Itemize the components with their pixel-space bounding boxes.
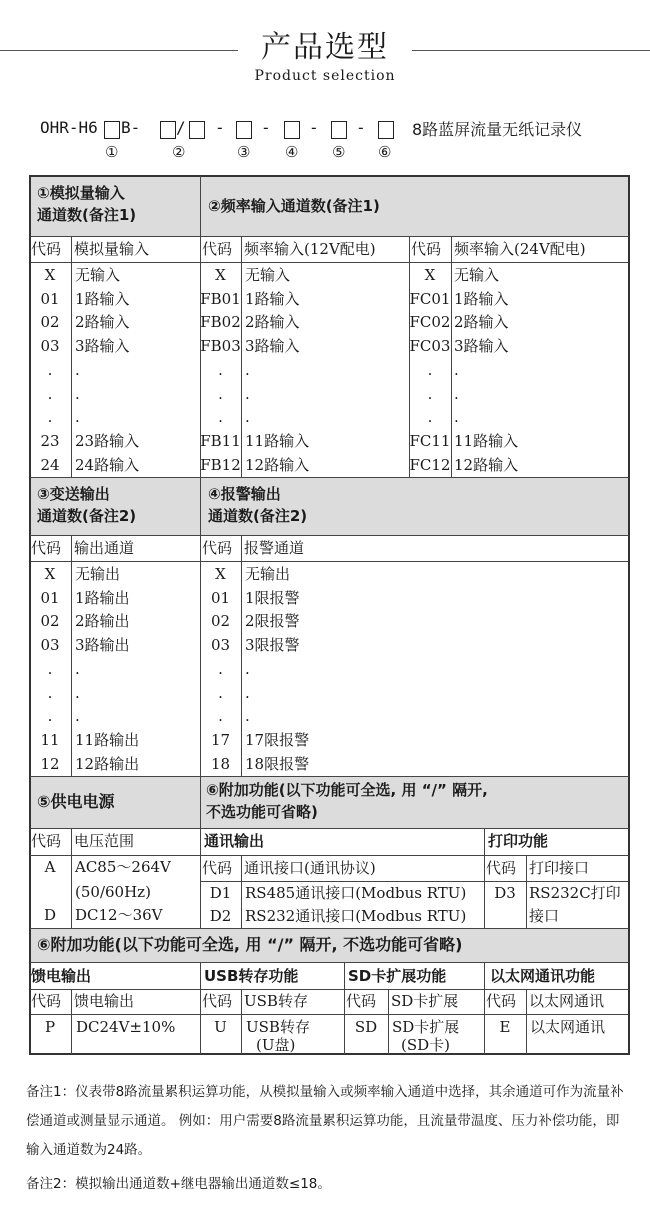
sec4-heading <box>208 483 307 527</box>
position-marker-2: ② <box>172 143 186 161</box>
position-marker-4: ④ <box>285 143 299 161</box>
sec2-row-name-b: 12路输入 <box>454 455 519 474</box>
sec4-row-code: 18 <box>210 754 231 773</box>
sec2-row-code-b: FC11 <box>409 431 451 450</box>
sec4-row-code: . <box>218 707 223 726</box>
feed-code: P <box>44 1018 56 1036</box>
sec4-row-code: 03 <box>210 636 231 655</box>
sec1-row-name: 1路输入 <box>75 289 130 308</box>
comm-col-code: 代码 <box>202 859 233 877</box>
sec1-col-code: 代码 <box>31 240 62 258</box>
sec2-row-name-a: . <box>245 360 250 379</box>
sec1-row-code: . <box>47 384 53 403</box>
sec1-row-code: 02 <box>40 313 60 332</box>
sd-col-name: SD卡扩展 <box>391 992 459 1010</box>
sec2-row-code-a: FB03 <box>200 337 241 356</box>
sec1-row-name: 3路输入 <box>75 337 130 356</box>
rule <box>484 828 485 928</box>
sec1-row-name: 24路输入 <box>75 455 140 474</box>
sec3-row-code: 03 <box>40 636 60 655</box>
note-2: 备注2：模拟输出通道数+继电器输出通道数≤18。 <box>26 1176 331 1192</box>
sec4-row-name: 2限报警 <box>245 612 300 631</box>
rule <box>71 535 72 776</box>
sec2-row-name-b: . <box>454 384 459 403</box>
comm-col-name: 通讯接口(通讯协议) <box>244 859 376 877</box>
rule <box>388 989 389 1054</box>
note-1: 备注1：仪表带8路流量累积运算功能，从模拟量输入或频率输入通道中选择，其余通道可作为流量补偿通道或测量显示通道。 例如：用户需要8路流量累积运算功能，且流量带温度、压力补偿功能，即输入通道数为24路。 <box>26 1084 624 1158</box>
sec2-row-name-b: 无输入 <box>454 266 500 284</box>
sec2-row-code-b: . <box>427 384 433 403</box>
sec5-col-code: 代码 <box>31 832 62 850</box>
eth-value: 以太网通讯 <box>530 1018 606 1036</box>
print-value-line1: RS232C打印 <box>529 884 621 902</box>
position-marker-3: ③ <box>237 143 251 161</box>
sec2-row-code-a: . <box>218 408 223 427</box>
comm-name-d1: RS485通讯接口(Modbus RTU) <box>245 884 467 902</box>
sec1-col-name: 模拟量输入 <box>74 240 150 258</box>
sec4-row-code: 01 <box>210 588 231 607</box>
eth-col-name: 以太网通讯 <box>529 992 605 1010</box>
sec5-value-a-line2: (50/60Hz) <box>75 883 151 901</box>
feed-col-code: 代码 <box>31 992 62 1010</box>
sec2-row-code-b: FC01 <box>409 289 451 308</box>
sec1-row-code: 01 <box>40 289 60 308</box>
page-title: 产品选型 <box>261 30 389 65</box>
print-col-name: 打印接口 <box>529 859 590 877</box>
sec3-row-code: . <box>47 707 53 726</box>
sec4-row-name: 1限报警 <box>245 588 300 607</box>
usb-value-line2: (U盘) <box>256 1036 296 1054</box>
sec1-row-name: . <box>75 408 80 427</box>
comm-title: 通讯输出 <box>204 832 265 850</box>
code-box-3 <box>236 121 252 139</box>
sec2-row-name-b: . <box>454 360 459 379</box>
feed-title: 馈电输出 <box>31 967 92 985</box>
eth-code: E <box>499 1018 511 1036</box>
rule <box>241 236 242 477</box>
sec2-row-name-b: 1路输入 <box>454 289 509 308</box>
sec5-heading: ⑤供电电源 <box>37 792 115 811</box>
rule <box>344 962 345 1054</box>
sec3-col-code: 代码 <box>31 539 62 557</box>
sec3-row-name: 无输出 <box>75 565 121 583</box>
rule <box>241 535 242 776</box>
print-value-line2: 接口 <box>529 907 560 925</box>
sec4-row-name: . <box>245 683 250 702</box>
sec4-row-code: . <box>218 683 223 702</box>
sec2-row-name-b: 2路输入 <box>454 313 509 332</box>
sec2-row-code-a: . <box>218 384 223 403</box>
comm-name-d2: RS232通讯接口(Modbus RTU) <box>245 907 467 925</box>
sec4-row-name: 无输出 <box>245 565 291 583</box>
sec2-row-code-b: FC02 <box>409 313 451 332</box>
sec2-col-code-a: 代码 <box>202 240 233 258</box>
sec1-row-code: 23 <box>40 431 60 450</box>
sec3-heading <box>37 483 136 527</box>
sec3-row-name: . <box>75 707 80 726</box>
sec1-row-name: . <box>75 360 80 379</box>
sec6a-heading-line1: ⑥附加功能(以下功能可全选, 用 “/” 隔开, <box>206 781 488 799</box>
sec2-row-code-a: X <box>215 266 226 284</box>
sec1-row-code: 03 <box>40 337 60 356</box>
rule <box>71 828 72 928</box>
sec1-row-name: . <box>75 384 80 403</box>
sec3-heading-line2: 通道数(备注2) <box>37 507 137 525</box>
sec3-row-code: 02 <box>40 612 60 631</box>
notes <box>26 1078 631 1199</box>
usb-col-code: 代码 <box>202 992 233 1010</box>
sec4-row-name: 18限报警 <box>245 754 310 773</box>
sec3-row-name: . <box>75 683 80 702</box>
rule <box>71 989 72 1054</box>
sec2-row-code-b: . <box>427 408 433 427</box>
rule <box>71 236 72 477</box>
sd-title: SD卡扩展功能 <box>348 967 447 985</box>
sec2-row-name-b: 11路输入 <box>454 431 519 450</box>
sec4-col-name: 报警通道 <box>244 539 305 557</box>
page-subtitle: Product selection <box>254 68 396 84</box>
sec4-heading-line1: ④报警输出 <box>208 485 281 503</box>
sec1-row-code: X <box>44 266 56 284</box>
sec2-row-code-a: FB11 <box>200 431 241 450</box>
sec3-heading-line1: ③变送输出 <box>37 485 110 503</box>
sec1-row-code: . <box>47 408 53 427</box>
sec2-row-code-b: . <box>427 360 433 379</box>
rule <box>526 855 527 928</box>
sec1-row-name: 23路输入 <box>75 431 140 450</box>
sec1-row-name: 无输入 <box>75 266 121 284</box>
sec4-row-code: 02 <box>210 612 231 631</box>
sec2-row-name-a: 12路输入 <box>245 455 310 474</box>
sec2-row-code-a: FB02 <box>200 313 241 332</box>
sec2-row-name-a: 无输入 <box>245 266 291 284</box>
model-dash-3: - <box>309 118 319 137</box>
sec2-col-name-b: 频率输入(24V配电) <box>454 240 586 258</box>
model-prefix: OHR-H6 <box>40 118 98 137</box>
rule <box>30 477 629 478</box>
sec5-value-a-line1: AC85～264V <box>75 858 171 876</box>
sd-value-line2: (SD卡) <box>401 1036 451 1054</box>
model-dash-4: - <box>356 118 366 137</box>
code-box-5 <box>331 121 347 139</box>
model-dash-1: - <box>215 118 225 137</box>
sec3-row-name: . <box>75 659 80 678</box>
position-marker-5: ⑤ <box>332 143 346 161</box>
sec2-row-name-a: . <box>245 384 250 403</box>
sec2-row-name-b: . <box>454 408 459 427</box>
comm-code-d2: D2 <box>209 907 232 925</box>
rule <box>30 962 629 963</box>
sd-code: SD <box>354 1018 378 1036</box>
sec3-col-name: 输出通道 <box>74 539 135 557</box>
eth-title: 以太网通讯功能 <box>490 967 596 985</box>
sd-value-line1: SD卡扩展 <box>392 1018 460 1036</box>
sec3-row-code: . <box>47 683 53 702</box>
sec4-row-code: X <box>215 565 226 583</box>
sec3-row-code: . <box>47 659 53 678</box>
sec2-heading: ②频率输入通道数(备注1) <box>208 197 380 215</box>
model-b-part: B- <box>121 118 141 137</box>
eth-col-code: 代码 <box>486 992 517 1010</box>
sec2-row-code-a: FB01 <box>200 289 241 308</box>
sec6a-heading <box>206 779 488 823</box>
sec3-row-code: 12 <box>40 754 60 773</box>
sec2-row-code-b: FC12 <box>409 455 451 474</box>
usb-title: USB转存功能 <box>204 967 299 985</box>
code-box-2a <box>160 121 176 139</box>
print-col-code: 代码 <box>486 859 517 877</box>
sec6a-heading-line2: 不选功能可省略) <box>206 803 318 821</box>
sec4-row-name: . <box>245 659 250 678</box>
sec2-row-name-a: . <box>245 408 250 427</box>
sec3-row-code: 11 <box>40 730 60 749</box>
sec2-row-name-a: 2路输入 <box>245 313 300 332</box>
sd-col-code: 代码 <box>346 992 377 1010</box>
code-box-4 <box>284 121 300 139</box>
feed-col-name: 馈电输出 <box>74 992 135 1010</box>
usb-col-name: USB转存 <box>244 992 308 1010</box>
sec1-row-name: 2路输入 <box>75 313 130 332</box>
sec4-row-code: . <box>218 659 223 678</box>
sec6b-heading: ⑥附加功能(以下功能可全选, 用 “/” 隔开, 不选功能可省略) <box>37 935 463 954</box>
sec2-col-name-a: 频率输入(12V配电) <box>244 240 376 258</box>
sec3-row-name: 1路输出 <box>75 588 130 607</box>
rule <box>241 855 242 928</box>
sec1-heading-line1: ①模拟量输入 <box>37 184 125 202</box>
rule <box>484 962 485 1054</box>
sec3-row-name: 3路输出 <box>75 636 130 655</box>
sec2-row-code-b: X <box>424 266 436 284</box>
comm-code-d1: D1 <box>209 884 232 902</box>
sec2-row-code-b: FC03 <box>409 337 451 356</box>
rule <box>30 776 629 777</box>
sec3-row-code: 01 <box>40 588 60 607</box>
model-dash-2: - <box>261 118 271 137</box>
sec4-row-code: 17 <box>210 730 231 749</box>
sec4-row-name: 3限报警 <box>245 636 300 655</box>
usb-code: U <box>214 1018 227 1036</box>
rule <box>200 962 201 1054</box>
print-title: 打印功能 <box>488 832 549 850</box>
code-box-2b <box>189 121 205 139</box>
model-slash: / <box>176 118 186 137</box>
print-code: D3 <box>494 884 516 902</box>
sec2-row-name-b: 3路输入 <box>454 337 509 356</box>
rule <box>30 928 629 929</box>
sec5-code-d: D <box>43 906 57 924</box>
position-marker-1: ① <box>105 143 119 161</box>
sec4-row-name: . <box>245 707 250 726</box>
code-box-1 <box>104 121 120 139</box>
position-marker-6: ⑥ <box>378 143 392 161</box>
sec3-row-name: 2路输出 <box>75 612 130 631</box>
code-box-6 <box>378 121 394 139</box>
sec4-heading-line2: 通道数(备注2) <box>208 507 308 525</box>
rule <box>241 989 242 1054</box>
sec5-col-name: 电压范围 <box>74 832 135 850</box>
feed-value: DC24V±10% <box>76 1018 176 1036</box>
sec4-row-name: 17限报警 <box>245 730 310 749</box>
sec2-row-name-a: 1路输入 <box>245 289 300 308</box>
sec3-row-name: 12路输出 <box>75 754 140 773</box>
model-description: 8路蓝屏流量无纸记录仪 <box>412 120 583 139</box>
sec1-row-code: 24 <box>40 455 60 474</box>
sec3-row-code: X <box>44 565 56 583</box>
sec5-value-d: DC12～36V <box>75 906 163 924</box>
sec2-row-name-a: 11路输入 <box>245 431 310 450</box>
rule <box>526 989 527 1054</box>
sec2-col-code-b: 代码 <box>411 240 442 258</box>
sec2-row-code-a: . <box>218 360 223 379</box>
sec2-row-name-a: 3路输入 <box>245 337 300 356</box>
sec3-row-name: 11路输出 <box>75 730 140 749</box>
sec2-row-code-a: FB12 <box>200 455 241 474</box>
usb-value-line1: USB转存 <box>246 1018 310 1036</box>
sec1-heading <box>37 182 136 226</box>
sec4-col-code: 代码 <box>202 539 233 557</box>
sec5-code-a: A <box>44 858 56 876</box>
sec1-heading-line2: 通道数(备注1) <box>37 206 137 224</box>
sec1-row-code: . <box>47 360 53 379</box>
rule <box>451 236 452 477</box>
